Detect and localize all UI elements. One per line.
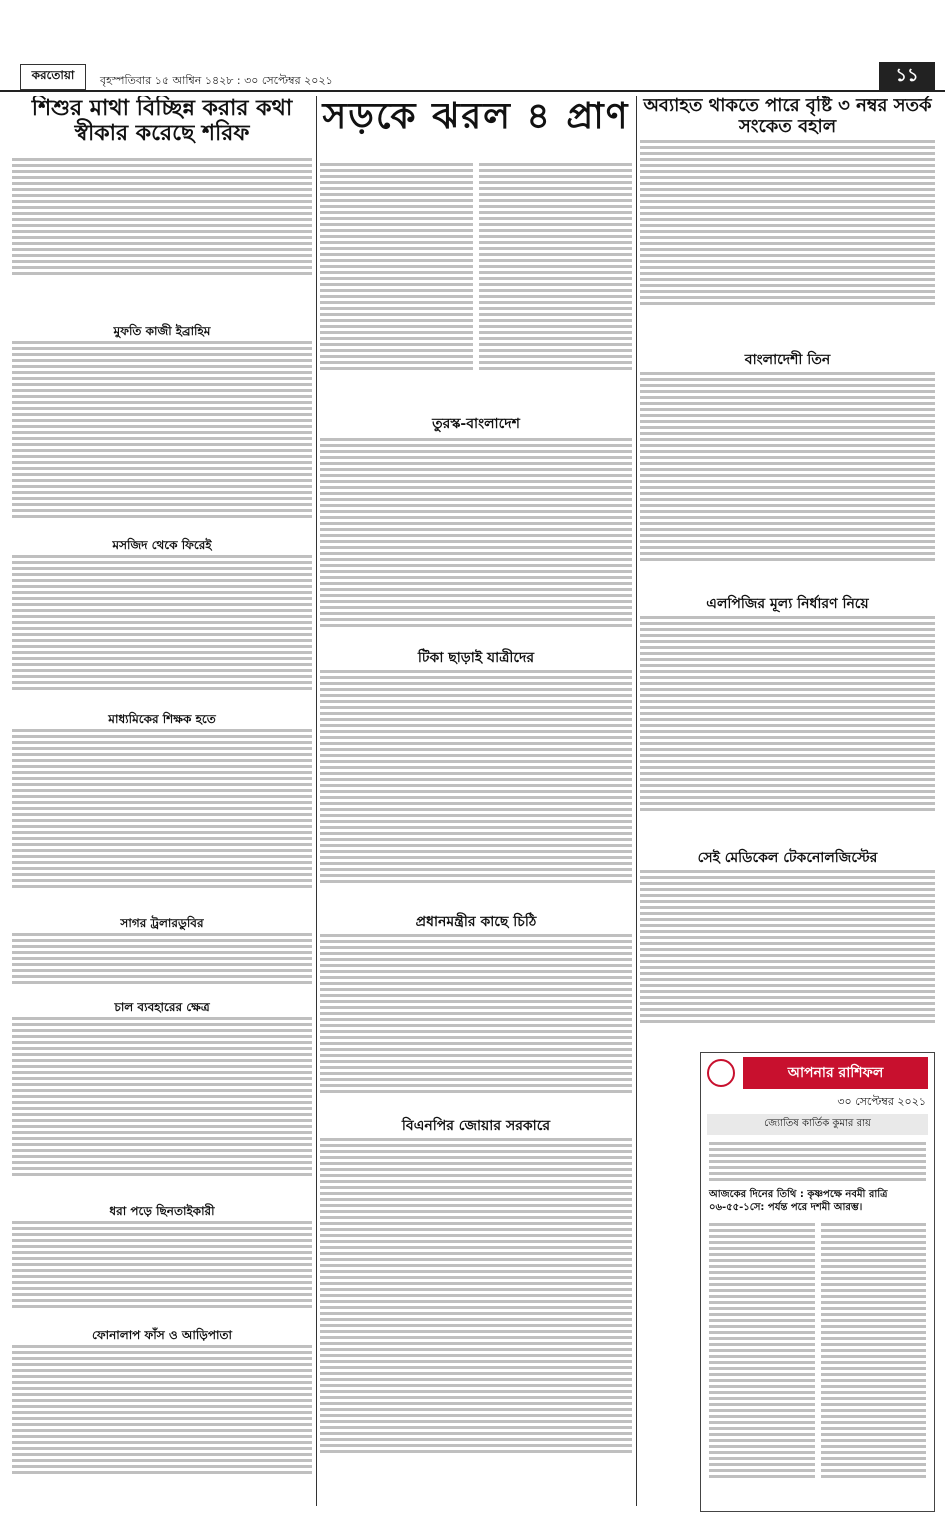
article-sagar <box>12 914 312 994</box>
headline: সাগর ট্রলারডুবির <box>120 916 204 930</box>
headline: শিশুর মাথা বিচ্ছিন্ন করার কথা স্বীকার করেছে শরিফ <box>31 96 293 147</box>
headline: ফোনালাপ ফাঁস ও আড়িপাতা <box>92 1328 232 1342</box>
headline: অব্যাহত থাকতে পারে বৃষ্টি ৩ নম্বর সতর্ক সংকেত বহাল <box>643 96 932 137</box>
article-madhyamik <box>12 710 312 910</box>
article-tika <box>320 648 632 908</box>
rashifal-astrologer: জ্যোতিষ কার্তিক কুমার রায় <box>707 1114 928 1135</box>
article-lpg <box>640 594 935 844</box>
article-rice <box>12 998 312 1198</box>
column-rule <box>636 96 637 1506</box>
headline: চাল ব্যবহারের ক্ষেত্র <box>114 1000 210 1014</box>
rashifal-title: আপনার রাশিফল <box>743 1057 928 1089</box>
article-mosque <box>12 536 312 706</box>
headline: টিকা ছাড়াই যাত্রীদের <box>417 650 535 666</box>
main-headline: সড়কে ঝরল ৪ প্রাণ <box>322 96 630 137</box>
article-main-body <box>320 160 632 410</box>
article-turkey <box>320 414 632 644</box>
newspaper-logo: করতোয়া <box>20 64 86 90</box>
headline: বিএনপির জোয়ার সরকারে <box>401 1118 551 1134</box>
headline: মাধ্যমিকের শিক্ষক হতে <box>108 712 216 726</box>
zodiac-wheel-icon <box>707 1059 735 1087</box>
article-dhara <box>12 1202 312 1322</box>
headline: ধরা পড়ে ছিনতাইকারী <box>109 1204 215 1218</box>
article-left-lead <box>12 96 312 316</box>
article-rain <box>640 96 935 346</box>
article-medical <box>640 848 935 1048</box>
rashifal-date: ৩০ সেপ্টেম্বর ২০২১ <box>837 1095 926 1108</box>
article-bangladeshi <box>640 350 935 590</box>
article-mufti <box>12 322 312 532</box>
rashifal-box <box>700 1052 935 1512</box>
headline: সেই মেডিকেল টেকনোলজিস্টের <box>697 850 878 866</box>
headline: তুরস্ক-বাংলাদেশ <box>432 416 520 432</box>
article-bnp <box>320 1116 632 1506</box>
headline: বাংলাদেশী তিন <box>744 352 831 368</box>
headline: এলপিজির মূল্য নির্ধারণ নিয়ে <box>706 596 869 612</box>
article-main-headline <box>320 96 632 156</box>
masthead <box>0 0 945 92</box>
headline: প্রধানমন্ত্রীর কাছে চিঠি <box>415 914 537 930</box>
headline: মসজিদ থেকে ফিরেই <box>112 538 212 552</box>
rashifal-tithi: আজকের দিনের তিথি : কৃষ্ণপক্ষে নবমী রাত্রি ০৬-৫৫-১সে: পর্যন্ত পরে দশমী আরম্ভ। <box>709 1189 888 1213</box>
headline: মুফতি কাজী ইব্রাহিম <box>113 324 211 338</box>
article-fonalap <box>12 1326 312 1506</box>
dateline: বৃহস্পতিবার ১৫ আশ্বিন ১৪২৮ : ৩০ সেপ্টেম্বর ২০২১ <box>100 74 333 87</box>
column-rule <box>316 96 317 1506</box>
page-number: ১১ <box>879 62 935 90</box>
article-pm-letter <box>320 912 632 1112</box>
